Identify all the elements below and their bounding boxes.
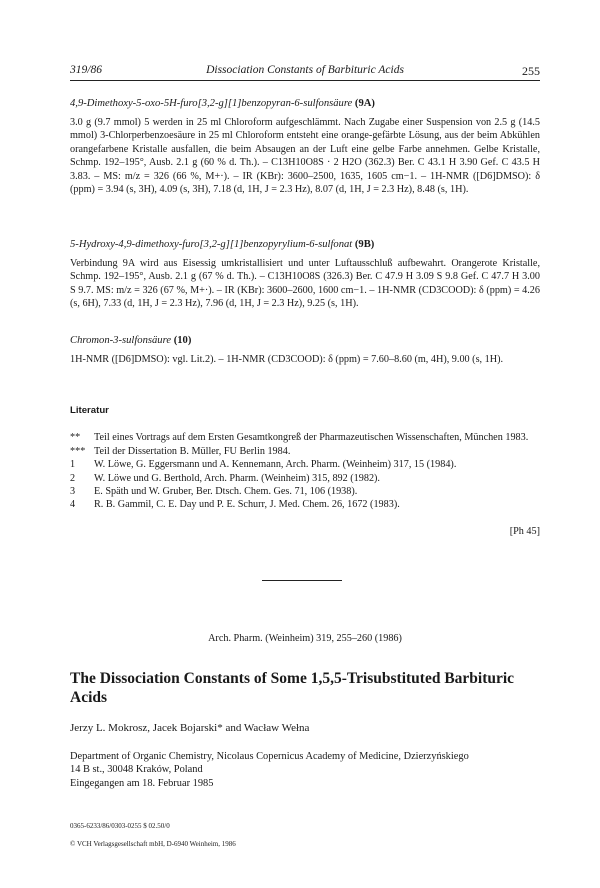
journal-citation: Arch. Pharm. (Weinheim) 319, 255–260 (1986)	[208, 633, 402, 644]
price-code: 0365-6233/86/0303-0255 $ 02.50/0	[70, 822, 170, 830]
section-9b	[70, 239, 540, 311]
section-10-body: 1H-NMR ([D6]DMSO): vgl. Lit.2). – 1H-NMR (CD3COOD): δ (ppm) = 7.60–8.60 (m, 4H), 9.00 (s, 1H).	[70, 354, 504, 365]
page-number: 255	[522, 64, 540, 78]
reference-item	[70, 431, 540, 444]
section-10-label: (10)	[173, 335, 192, 346]
received-date: Eingegangen am 18. Februar 1985	[70, 777, 214, 789]
reference-mark: 3	[70, 486, 76, 498]
copyright-notice: © VCH Verlagsgesellschaft mbH, D-6940 Weinheim, 1986	[70, 840, 236, 848]
reference-text: E. Späth und W. Gruber, Ber. Dtsch. Chem. Ges. 71, 106 (1938).	[94, 486, 358, 498]
section-9b-title: 5-Hydroxy-4,9-dimethoxy-furo[3,2-g][1]benzopyrylium-6-sulfonat	[70, 239, 353, 250]
references-heading: Literatur	[70, 405, 109, 416]
running-title: Dissociation Constants of Barbituric Acids	[206, 64, 404, 76]
header-rule	[70, 80, 540, 81]
reference-list	[70, 431, 540, 511]
references	[70, 404, 540, 547]
section-9b-heading	[70, 239, 540, 250]
article-authors: Jerzy L. Mokrosz, Jacek Bojarski* and Wacław Wełna	[70, 722, 310, 734]
reference-mark: 1	[70, 459, 76, 471]
reference-mark: ***	[70, 445, 86, 457]
reference-text: R. B. Gammil, C. E. Day und P. E. Schurr, J. Med. Chem. 26, 1672 (1983).	[94, 499, 400, 511]
section-9a-heading	[70, 98, 540, 109]
section-10-heading	[70, 335, 540, 346]
article-title: The Dissociation Constants of Some 1,5,5-Trisubstituted Barbituric Acids	[70, 670, 515, 706]
section-9a	[70, 98, 540, 196]
manuscript-tag: [Ph 45]	[509, 525, 540, 537]
header-volume-code: 319/86	[70, 64, 102, 76]
reference-mark: **	[70, 432, 81, 444]
section-9a-label: (9A)	[354, 98, 375, 109]
section-10	[70, 335, 540, 366]
reference-item	[70, 498, 540, 511]
reference-text: Teil eines Vortrags auf dem Ersten Gesamtkongreß der Pharmazeutischen Wissenschaften, München 1983.	[94, 432, 529, 444]
affiliation-line-2: 14 B st., 30048 Kraków, Poland	[70, 764, 203, 776]
article-separator	[262, 580, 342, 581]
affiliation-line-1: Department of Organic Chemistry, Nicolaus Copernicus Academy of Medicine, Dzierzyńskiego	[70, 751, 469, 762]
reference-text: W. Löwe und G. Berthold, Arch. Pharm. (Weinheim) 315, 892 (1982).	[94, 472, 380, 484]
section-9b-body: Verbindung 9A wird aus Eisessig umkristallisiert und unter Luftausschluß aufbewahrt. Orangerote Kristalle, Schmp. 192–195°, Ausb. 2.1 g (67 % d. Th.). – C13H10O8S (326.3) Ber. C 47.9 H 3.09 S 9.8 Gef. C 47.7 H 3.00 S 9.7. MS: m/z = 326 (67 %, M+·). – IR (KBr): 3600–2600, 1600 cm−1. – 1H-NMR (CD3COOD): δ (ppm) = 4.26 (s, 6H), 7.33 (d, 1H, J = 2.3 Hz), 7.96 (d, 1H, J = 2.3 Hz), 9.25 (s, 1H).	[70, 258, 540, 310]
reference-item	[70, 472, 540, 485]
author-affiliation	[70, 750, 540, 790]
section-9a-title: 4,9-Dimethoxy-5-oxo-5H-furo[3,2-g][1]benzopyran-6-sulfonsäure	[70, 98, 353, 109]
section-10-title: Chromon-3-sulfonsäure	[70, 335, 172, 346]
running-header	[70, 64, 540, 80]
reference-text: Teil der Dissertation B. Müller, FU Berlin 1984.	[94, 445, 291, 457]
reference-item	[70, 485, 540, 498]
section-9a-body: 3.0 g (9.7 mmol) 5 werden in 25 ml Chloroform aufgeschlämmt. Nach Zugabe einer Suspension von 2.5 g (14.5 mmol) 3-Chlorperbenzoesäure in 25 ml Chloroform entsteht eine orange-gefärbte Lösung, aus der beim Abkühlen orangefarbene Kristalle ausfallen, die beim Absaugen an der Luft eine gelbe Farbe annehmen. Gelbe Kristalle, Schmp. 192–195°, Ausb. 2.1 g (60 % d. Th.). – C13H10O8S · 2 H2O (362.3) Ber. C 43.1 H 3.90 Gef. C 43.5 H 3.83. – MS: m/z = 326 (66 %, M+·). – IR (KBr): 3600–2500, 1635, 1605 cm−1. – 1H-NMR ([D6]DMSO): δ (ppm) = 3.94 (s, 3H), 4.09 (s, 3H), 7.18 (d, 1H, J = 2.3 Hz), 8.07 (d, 1H, J = 2.3 Hz), 8.48 (s, 1H).	[70, 117, 540, 196]
reference-item	[70, 445, 540, 458]
reference-text: W. Löwe, G. Eggersmann und A. Kennemann, Arch. Pharm. (Weinheim) 317, 15 (1984).	[94, 459, 457, 471]
section-9b-label: (9B)	[354, 239, 375, 250]
reference-item	[70, 458, 540, 471]
reference-mark: 2	[70, 472, 76, 484]
reference-mark: 4	[70, 499, 76, 511]
